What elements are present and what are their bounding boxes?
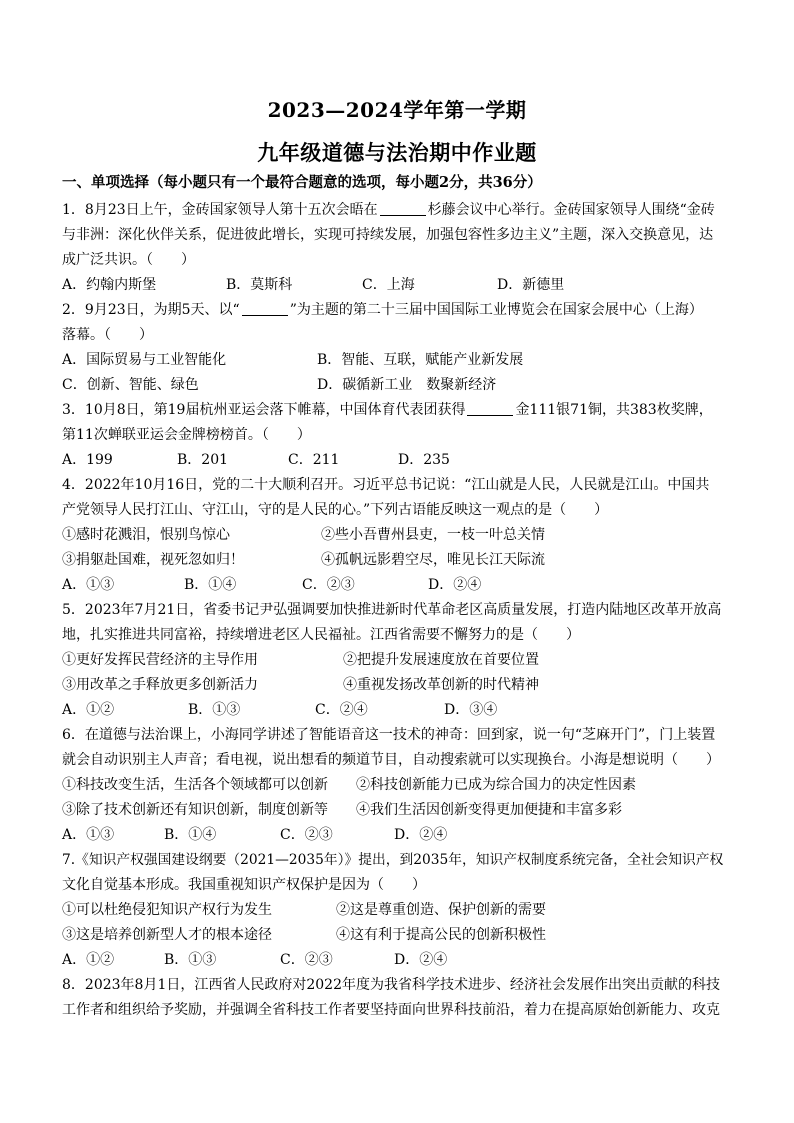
q3-option-a: A．199 xyxy=(62,452,113,468)
q7-statement-2: ②这是尊重创造、保护创新的需要 xyxy=(336,902,546,918)
q1-option-a: A．约翰内斯堡 xyxy=(62,277,157,293)
q5-statement-3: ③用改革之手释放更多创新活力 xyxy=(62,677,258,693)
q2-line-2: 落幕。（ ） xyxy=(62,327,153,343)
q3-answer-blank xyxy=(467,401,513,416)
q6-line-2: 就会自动识别主人声音；看电视，说出想看的频道节目，自动搜索就可以实现换台。小海是想说明（ ） xyxy=(62,752,720,768)
q5-statement-2: ②把提升发展速度放在首要位置 xyxy=(343,652,539,668)
q2-option-d: D．碳循新工业 数聚新经济 xyxy=(317,377,497,393)
q4-statement-4: ④孤帆远影碧空尽，唯见长江天际流 xyxy=(321,552,545,568)
q7-option-c: C．②③ xyxy=(280,952,333,968)
exam-subtitle: 九年级道德与法治期中作业题 xyxy=(257,140,537,165)
q5-option-a: A．①② xyxy=(62,702,115,718)
q6-statement-1: ①科技改变生活，生活各个领域都可以创新 xyxy=(62,777,328,793)
q6-option-a: A．①③ xyxy=(62,827,115,843)
q6-statement-2: ②科技创新能力已成为综合国力的决定性因素 xyxy=(356,777,636,793)
q2-option-c: C．创新、智能、绿色 xyxy=(62,377,199,393)
q1-text-b: 杉藤会议中心举行。金砖国家领导人围绕“金砖 xyxy=(427,202,715,218)
q7-line-1: 7.《知识产权强国建设纲要（2021—2035年）》提出，到2035年，知识产权制度系统完备，全社会知识产权 xyxy=(62,852,724,868)
q6-statement-4: ④我们生活因创新变得更加便捷和丰富多彩 xyxy=(356,802,622,818)
q5-option-c: C．②④ xyxy=(315,702,368,718)
q4-option-d: D．②④ xyxy=(428,577,482,593)
q6-option-b: B．①④ xyxy=(164,827,217,843)
q2-line-1 xyxy=(62,300,703,320)
q2-answer-blank xyxy=(242,301,288,316)
q7-statement-1: ①可以杜绝侵犯知识产权行为发生 xyxy=(62,902,272,918)
q5-statement-1: ①更好发挥民营经济的主导作用 xyxy=(62,652,258,668)
q1-line-1 xyxy=(62,200,715,220)
q4-line-1: 4．2022年10月16日，党的二十大顺利召开。习近平总书记说：“江山就是人民，人民就是江山。中国共 xyxy=(62,477,710,493)
q6-line-1: 6．在道德与法治课上，小海同学讲述了智能语音这一技术的神奇：回到家，说一句“芝麻开门”，门上装置 xyxy=(62,727,716,743)
q2-option-b: B．智能、互联，赋能产业新发展 xyxy=(317,352,524,368)
exam-title: 2023—2024学年第一学期 xyxy=(267,98,527,122)
q1-line-2: 与非洲：深化伙伴关系，促进彼此增长，实现可持续发展，加强包容性多边主义”主题，深入交换意见，达 xyxy=(62,227,714,243)
q5-statement-4: ④重视发扬改革创新的时代精神 xyxy=(343,677,539,693)
q3-option-b: B．201 xyxy=(177,452,229,468)
q8-line-2: 工作者和组织给予奖励，并强调全省科技工作者要坚持面向世界科技前沿，着力在提高原始创新能力、攻克 xyxy=(62,1002,720,1018)
q3-line-1 xyxy=(62,400,713,420)
q3-text-a: 3．10月8日，第19届杭州亚运会落下帷幕，中国体育代表团获得 xyxy=(62,402,466,418)
q1-line-3: 成广泛共识。（ ） xyxy=(62,252,195,268)
q2-text-a: 2．9月23日，为期5天、以“ xyxy=(62,302,240,318)
q1-option-d: D．新德里 xyxy=(497,277,565,293)
section-heading: 一、单项选择（每小题只有一个最符合题意的选项，每小题2分，共36分） xyxy=(62,174,542,191)
q6-statement-3: ③除了技术创新还有知识创新，制度创新等 xyxy=(62,802,328,818)
q7-option-b: B．①③ xyxy=(164,952,217,968)
q4-option-c: C．②③ xyxy=(302,577,355,593)
q7-statement-3: ③这是培养创新型人才的根本途径 xyxy=(62,927,272,943)
q5-option-d: D．③④ xyxy=(444,702,498,718)
q4-statement-1: ①感时花溅泪，恨别鸟惊心 xyxy=(62,527,230,543)
q7-statement-4: ④这有利于提高公民的创新积极性 xyxy=(336,927,546,943)
q1-option-b: B．莫斯科 xyxy=(226,277,293,293)
q7-option-d: D．②④ xyxy=(394,952,448,968)
q5-line-1: 5．2023年7月21日，省委书记尹弘强调要加快推进新时代革命老区高质量发展，打造内陆地区改革开放高 xyxy=(62,602,722,618)
q7-option-a: A．①② xyxy=(62,952,115,968)
q1-answer-blank xyxy=(380,201,426,216)
q1-text-a: 1．8月23日上午，金砖国家领导人第十五次会晤在 xyxy=(62,202,378,218)
q4-option-a: A．①③ xyxy=(62,577,115,593)
q4-option-b: B．①④ xyxy=(184,577,237,593)
q3-option-d: D．235 xyxy=(398,452,450,468)
q6-option-c: C．②③ xyxy=(280,827,333,843)
q4-statement-2: ②些小吾曹州县吏，一枝一叶总关情 xyxy=(321,527,545,543)
q2-option-a: A．国际贸易与工业智能化 xyxy=(62,352,227,368)
q5-option-b: B．①③ xyxy=(188,702,241,718)
q3-line-2: 第11次蝉联亚运会金牌榜榜首。（ ） xyxy=(62,427,311,443)
q1-option-c: C．上海 xyxy=(362,277,415,293)
q5-line-2: 地，扎实推进共同富裕，持续增进老区人民福祉。江西省需要不懈努力的是（ ） xyxy=(62,627,580,643)
q3-text-b: 金111银71铜，共383枚奖牌， xyxy=(515,402,713,418)
q7-line-2: 文化自觉基本形成。我国重视知识产权保护是因为（ ） xyxy=(62,877,426,893)
q2-text-b: ”为主题的第二十三届中国国际工业博览会在国家会展中心（上海） xyxy=(289,302,703,318)
q8-line-1: 8．2023年8月1日，江西省人民政府对2022年度为我省科学技术进步、经济社会发展作出突出贡献的科技 xyxy=(62,977,720,993)
q3-option-c: C．211 xyxy=(288,452,340,468)
q4-line-2: 产党领导人民打江山、守江山，守的是人民的心。”下列古语能反映这一观点的是（ ） xyxy=(62,502,609,518)
q4-statement-3: ③捐躯赴国难，视死忽如归！ xyxy=(62,552,244,568)
q6-option-d: D．②④ xyxy=(394,827,448,843)
